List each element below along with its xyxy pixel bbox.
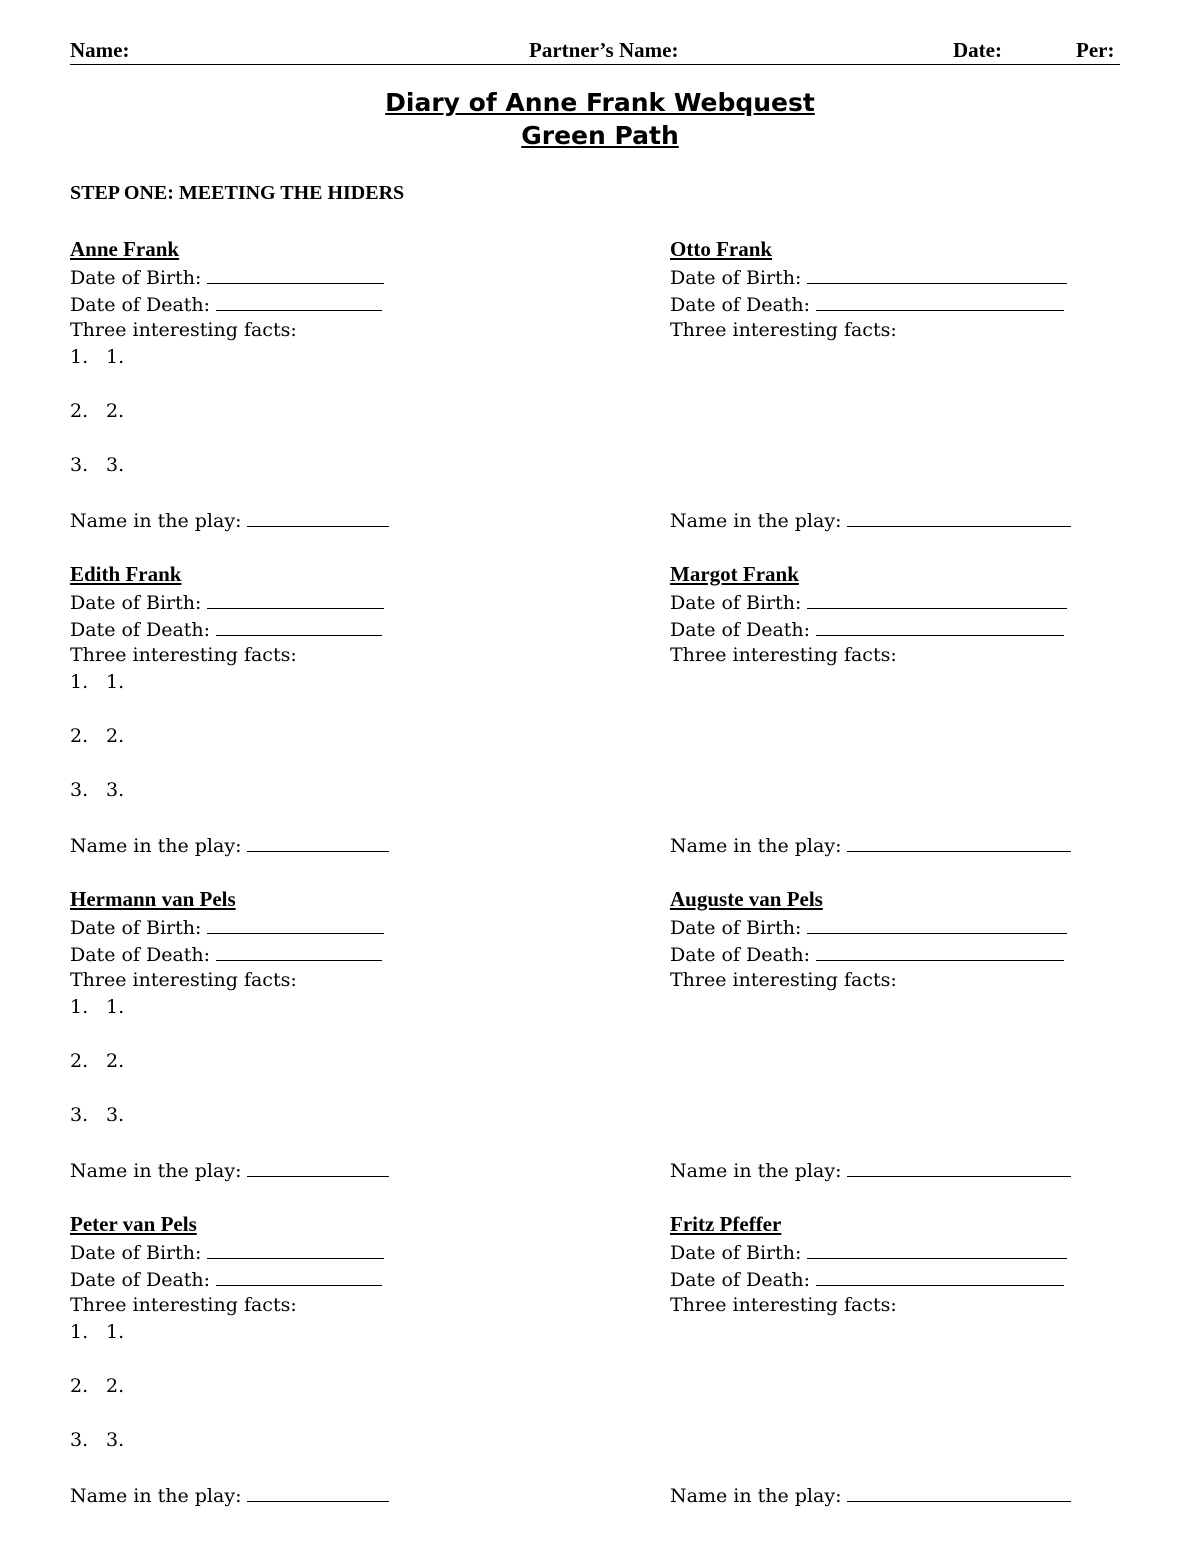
play-name-label: Name in the play: [70, 835, 242, 857]
death-line [670, 290, 1064, 317]
hider-name-line [670, 886, 823, 913]
play-name-line [670, 831, 1071, 858]
fact-item [70, 452, 124, 479]
fact-number: 2. [106, 400, 125, 422]
fact-item [70, 1048, 124, 1075]
fact-item [70, 1102, 124, 1129]
fact-item [70, 1427, 124, 1454]
fact-number: 1. [106, 996, 125, 1018]
death-label: Date of Death: [670, 944, 811, 966]
fact-item [70, 344, 124, 371]
death-blank[interactable] [216, 940, 382, 961]
hider-name-line [670, 561, 799, 588]
birth-label: Date of Birth: [70, 917, 202, 939]
death-line [70, 940, 382, 967]
play-name-label: Name in the play: [670, 835, 842, 857]
play-name-line [70, 506, 389, 533]
death-blank[interactable] [816, 290, 1064, 311]
hider-name: Peter van Pels [70, 1212, 197, 1236]
fact-item [70, 723, 124, 750]
play-name-blank[interactable] [247, 831, 389, 852]
fact-number: 1. [106, 346, 125, 368]
facts-label: Three interesting facts: [670, 1294, 897, 1316]
hider-name: Anne Frank [70, 237, 180, 261]
fact-number: 1. [70, 1321, 89, 1343]
hider-name-line [670, 1211, 781, 1238]
death-label: Date of Death: [670, 1269, 811, 1291]
fact-number: 3. [106, 1104, 125, 1126]
birth-line [70, 588, 384, 615]
fact-item [70, 669, 124, 696]
play-name-label: Name in the play: [70, 1160, 242, 1182]
birth-line [670, 263, 1067, 290]
birth-blank[interactable] [807, 913, 1067, 934]
fact-item [70, 777, 124, 804]
play-name-blank[interactable] [847, 1156, 1071, 1177]
birth-line [670, 913, 1067, 940]
death-blank[interactable] [816, 615, 1064, 636]
play-name-label: Name in the play: [670, 1485, 842, 1507]
facts-line [70, 317, 297, 344]
fact-number: 3. [70, 454, 89, 476]
birth-line [70, 1238, 384, 1265]
facts-label: Three interesting facts: [670, 969, 897, 991]
death-line [70, 615, 382, 642]
death-blank[interactable] [216, 290, 382, 311]
fact-number: 1. [70, 996, 89, 1018]
fact-number: 3. [106, 454, 125, 476]
play-name-blank[interactable] [847, 831, 1071, 852]
fact-item [70, 994, 124, 1021]
fact-number: 2. [70, 725, 89, 747]
birth-label: Date of Birth: [70, 592, 202, 614]
death-line [670, 940, 1064, 967]
fact-number: 2. [70, 1050, 89, 1072]
birth-blank[interactable] [207, 263, 384, 284]
death-blank[interactable] [216, 1265, 382, 1286]
facts-label: Three interesting facts: [670, 644, 897, 666]
play-name-line [670, 1481, 1071, 1508]
facts-label: Three interesting facts: [670, 319, 897, 341]
fact-item [70, 1319, 124, 1346]
birth-label: Date of Birth: [670, 1242, 802, 1264]
fact-number: 2. [106, 1050, 125, 1072]
fact-item [70, 1373, 124, 1400]
facts-line [670, 1292, 897, 1319]
fact-number: 2. [70, 400, 89, 422]
fact-number: 2. [106, 1375, 125, 1397]
birth-label: Date of Birth: [670, 592, 802, 614]
name-label: Name: [70, 38, 130, 62]
death-label: Date of Death: [70, 294, 211, 316]
fact-number: 1. [70, 346, 89, 368]
facts-line [670, 317, 897, 344]
play-name-line [70, 1156, 389, 1183]
hider-block [670, 236, 1130, 546]
fact-number: 3. [70, 1104, 89, 1126]
facts-line [70, 967, 297, 994]
hider-name: Hermann van Pels [70, 887, 236, 911]
hider-name: Margot Frank [670, 562, 799, 586]
hider-name-line [70, 236, 179, 263]
death-label: Date of Death: [70, 1269, 211, 1291]
play-name-label: Name in the play: [70, 510, 242, 532]
death-blank[interactable] [216, 615, 382, 636]
play-name-blank[interactable] [247, 506, 389, 527]
birth-line [670, 588, 1067, 615]
fact-number: 3. [70, 1429, 89, 1451]
play-name-label: Name in the play: [70, 1485, 242, 1507]
birth-label: Date of Birth: [670, 917, 802, 939]
death-label: Date of Death: [670, 619, 811, 641]
fact-item [70, 398, 124, 425]
hider-block [70, 236, 530, 546]
birth-blank[interactable] [807, 588, 1067, 609]
fact-number: 3. [106, 1429, 125, 1451]
birth-label: Date of Birth: [670, 267, 802, 289]
facts-line [670, 642, 897, 669]
play-name-blank[interactable] [847, 1481, 1071, 1502]
hider-name-line [70, 886, 236, 913]
hider-name-line [670, 236, 772, 263]
facts-line [70, 1292, 297, 1319]
hider-block [670, 1211, 1130, 1521]
death-label: Date of Death: [70, 619, 211, 641]
death-line [70, 290, 382, 317]
birth-blank[interactable] [807, 1238, 1067, 1259]
hider-name: Edith Frank [70, 562, 182, 586]
header-line [70, 38, 1120, 65]
hider-name-line [70, 561, 181, 588]
death-label: Date of Death: [670, 294, 811, 316]
fact-number: 1. [70, 671, 89, 693]
step-heading: STEP ONE: MEETING THE HIDERS [70, 182, 405, 204]
hider-block [670, 561, 1130, 871]
hider-name-line [70, 1211, 197, 1238]
birth-label: Date of Birth: [70, 1242, 202, 1264]
play-name-blank[interactable] [247, 1481, 389, 1502]
fact-number: 3. [106, 779, 125, 801]
hider-block [670, 886, 1130, 1196]
birth-blank[interactable] [207, 588, 384, 609]
fact-number: 1. [106, 1321, 125, 1343]
partner-name-label: Partner’s Name: [529, 38, 679, 62]
hider-name: Auguste van Pels [670, 887, 823, 911]
play-name-blank[interactable] [247, 1156, 389, 1177]
birth-blank[interactable] [807, 263, 1067, 284]
play-name-line [670, 1156, 1071, 1183]
death-blank[interactable] [816, 1265, 1064, 1286]
fact-number: 2. [106, 725, 125, 747]
death-blank[interactable] [816, 940, 1064, 961]
fact-number: 3. [70, 779, 89, 801]
facts-label: Three interesting facts: [70, 319, 297, 341]
hider-block [70, 561, 530, 871]
birth-blank[interactable] [207, 913, 384, 934]
facts-label: Three interesting facts: [70, 644, 297, 666]
hider-block [70, 886, 530, 1196]
play-name-line [70, 1481, 389, 1508]
birth-line [670, 1238, 1067, 1265]
death-line [670, 615, 1064, 642]
facts-line [670, 967, 897, 994]
death-label: Date of Death: [70, 944, 211, 966]
play-name-line [670, 506, 1071, 533]
hider-name: Fritz Pfeffer [670, 1212, 782, 1236]
death-line [670, 1265, 1064, 1292]
play-name-blank[interactable] [847, 506, 1071, 527]
hider-block [70, 1211, 530, 1521]
facts-label: Three interesting facts: [70, 969, 297, 991]
page-subtitle: Green Path [521, 121, 679, 150]
play-name-line [70, 831, 389, 858]
facts-line [70, 642, 297, 669]
facts-label: Three interesting facts: [70, 1294, 297, 1316]
birth-line [70, 263, 384, 290]
birth-label: Date of Birth: [70, 267, 202, 289]
period-label: Per: [1076, 38, 1115, 62]
play-name-label: Name in the play: [670, 510, 842, 532]
birth-line [70, 913, 384, 940]
page-title: Diary of Anne Frank Webquest [385, 88, 815, 117]
hider-name: Otto Frank [670, 237, 773, 261]
fact-number: 2. [70, 1375, 89, 1397]
fact-number: 1. [106, 671, 125, 693]
birth-blank[interactable] [207, 1238, 384, 1259]
date-label: Date: [953, 38, 1002, 62]
death-line [70, 1265, 382, 1292]
play-name-label: Name in the play: [670, 1160, 842, 1182]
